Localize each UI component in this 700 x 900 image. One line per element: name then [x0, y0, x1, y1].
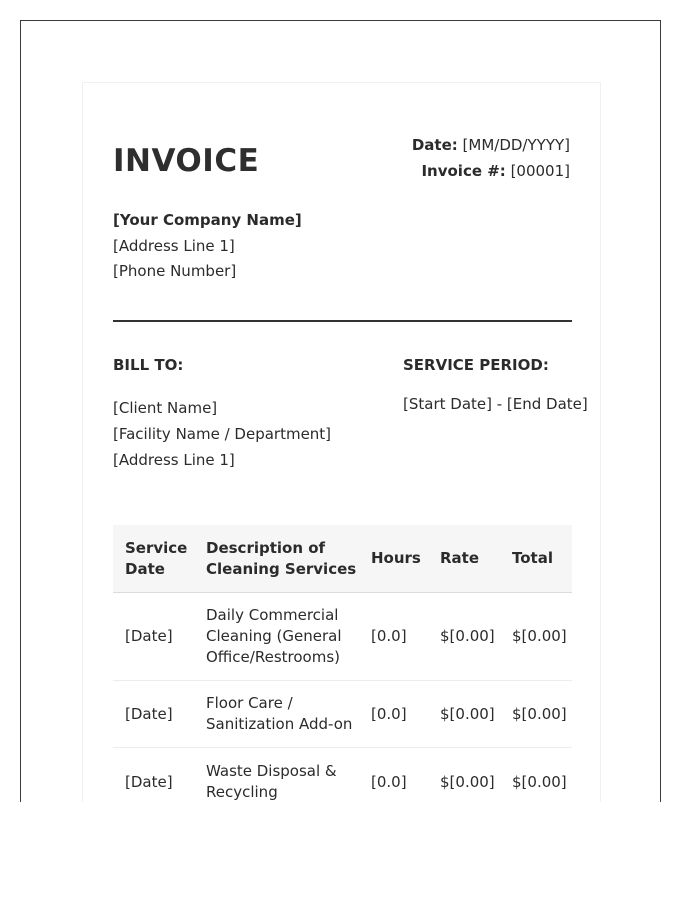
row-total: $[0.00] [500, 681, 572, 748]
header-total: Total [500, 525, 572, 593]
service-period-label: SERVICE PERIOD: [403, 356, 549, 374]
invoice-title: INVOICE [113, 143, 260, 179]
row-description: Daily Commercial Cleaning (General Office/Restrooms) [194, 593, 359, 681]
client-address: [Address Line 1] [113, 451, 235, 469]
row-total: $[0.00] [500, 748, 572, 803]
row-hours: [0.0] [359, 748, 428, 803]
table-row [113, 593, 572, 681]
invoice-number-value: [00001] [510, 162, 570, 180]
header-description: Description of Cleaning Services [194, 525, 359, 593]
date-label: Date: [411, 136, 458, 154]
company-name: [Your Company Name] [113, 211, 302, 229]
row-date: [Date] [113, 593, 194, 681]
row-total: $[0.00] [500, 593, 572, 681]
date-line [412, 132, 570, 158]
invoice-number-line [412, 158, 570, 184]
row-rate: $[0.00] [428, 681, 500, 748]
invoice-meta [412, 132, 570, 184]
row-hours: [0.0] [359, 681, 428, 748]
table-header-row [113, 525, 572, 593]
company-phone: [Phone Number] [113, 262, 237, 280]
invoice-number-label: Invoice #: [421, 162, 506, 180]
row-description: Floor Care / Sanitization Add-on [194, 681, 359, 748]
header-hours: Hours [359, 525, 428, 593]
company-block [113, 208, 302, 285]
row-hours: [0.0] [359, 593, 428, 681]
date-value: [MM/DD/YYYY] [462, 136, 570, 154]
bill-to-label: BILL TO: [113, 356, 184, 374]
services-table [113, 525, 572, 802]
header-divider [113, 320, 572, 322]
client-name: [Client Name] [113, 399, 218, 417]
row-date: [Date] [113, 681, 194, 748]
document-frame [20, 20, 661, 802]
row-rate: $[0.00] [428, 748, 500, 803]
header-rate: Rate [428, 525, 500, 593]
row-date: [Date] [113, 748, 194, 803]
table-row [113, 681, 572, 748]
row-rate: $[0.00] [428, 593, 500, 681]
company-address: [Address Line 1] [113, 236, 235, 255]
header-service-date: Service Date [113, 525, 194, 593]
service-period-range: [Start Date] - [End Date] [403, 395, 588, 413]
facility-name: [Facility Name / Department] [113, 425, 332, 443]
table-row [113, 748, 572, 803]
invoice-sheet [82, 82, 601, 802]
row-description: Waste Disposal & Recycling [194, 748, 359, 803]
bill-to-block [113, 395, 331, 473]
